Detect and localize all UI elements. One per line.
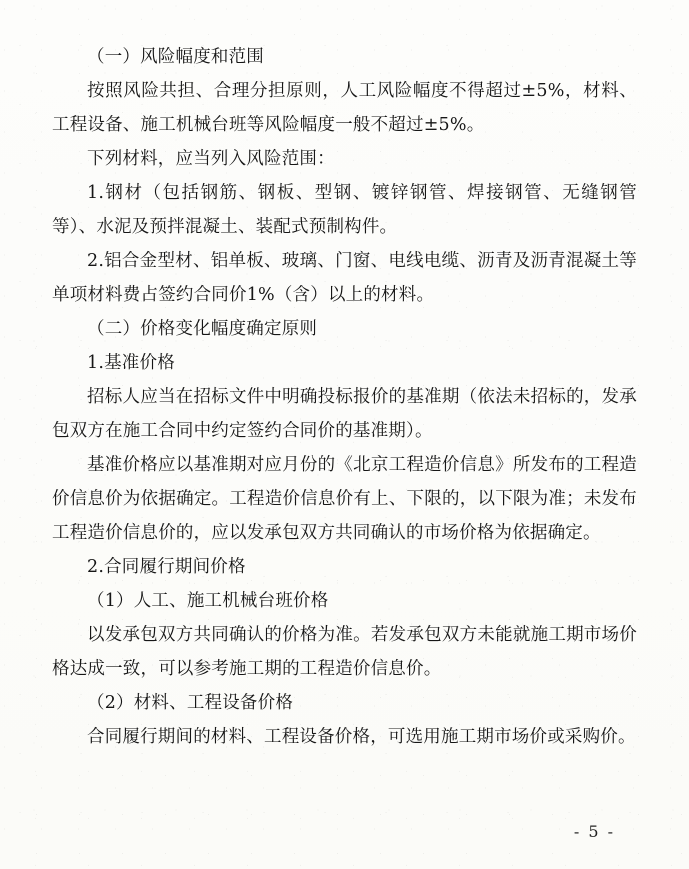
- paragraph: 1.钢材（包括钢筋、钢板、型钢、镀锌钢管、焊接钢管、无缝钢管等）、水泥及预拌混凝土、装配式预制构件。: [52, 183, 637, 237]
- paragraph: 基准价格应以基准期对应月份的《北京工程造价信息》所发布的工程造价信息价为依据确定。工程造价信息价有上、下限的，以下限为准；未发布工程造价信息价的，应以发承包双方共同确认的市场价格为依据确定。: [52, 455, 637, 543]
- paragraph: 招标人应当在招标文件中明确投标报价的基准期（依法未招标的，发承包双方在施工合同中约定签约合同价的基准期）。: [52, 387, 637, 441]
- paragraph: 按照风险共担、合理分担原则，人工风险幅度不得超过±5%，材料、工程设备、施工机械台班等风险幅度一般不超过±5%。: [52, 81, 637, 135]
- paragraph: （二）价格变化幅度确定原则: [87, 319, 318, 339]
- paragraph: 2.铝合金型材、铝单板、玻璃、门窗、电线电缆、沥青及沥青混凝土等单项材料费占签约合同价1%（含）以上的材料。: [52, 251, 637, 305]
- paragraph: （1）人工、施工机械台班价格: [87, 591, 329, 611]
- document-body: [52, 40, 637, 754]
- paragraph: 1.基准价格: [87, 353, 175, 373]
- paragraph: 以发承包双方共同确认的价格为准。若发承包双方未能就施工期市场价格达成一致，可以参考施工期的工程造价信息价。: [52, 625, 637, 679]
- paragraph: （2）材料、工程设备价格: [87, 693, 294, 713]
- page-number: - 5 -: [573, 822, 615, 841]
- paragraph: （一）风险幅度和范围: [87, 47, 264, 67]
- paragraph: 下列材料，应当列入风险范围：: [87, 149, 335, 169]
- paragraph: 合同履行期间的材料、工程设备价格，可选用施工期市场价或采购价。: [87, 727, 636, 747]
- paragraph: 2.合同履行期间价格: [87, 557, 246, 577]
